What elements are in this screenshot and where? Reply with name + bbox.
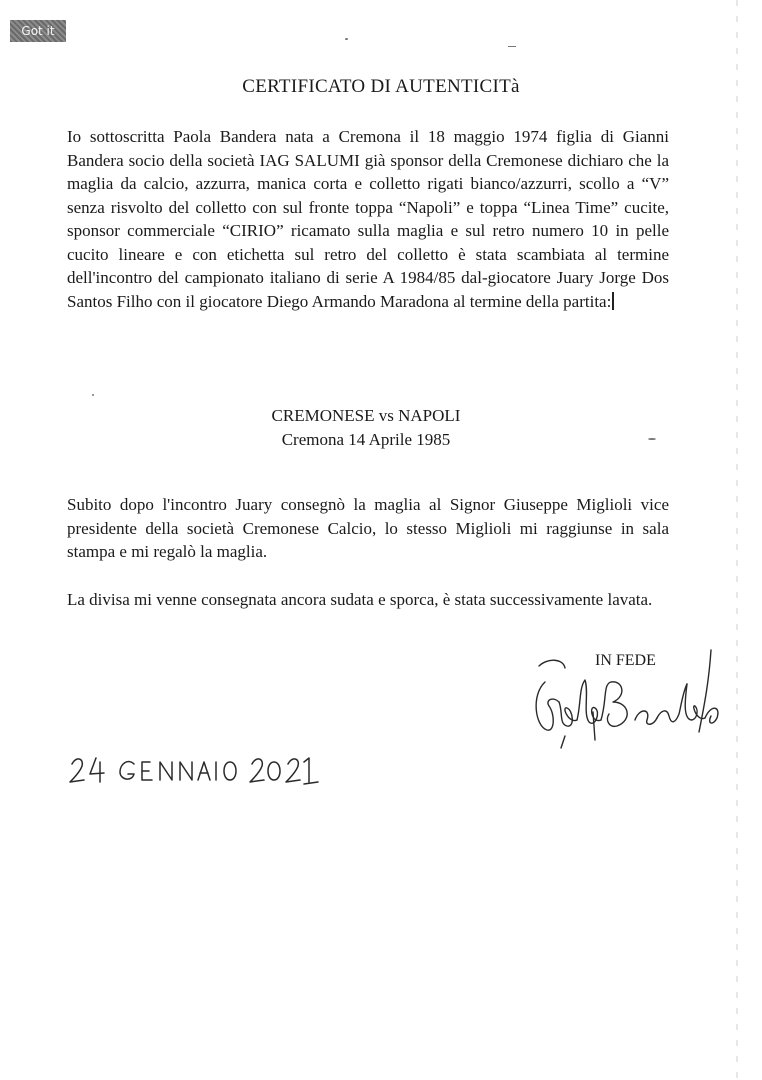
- condition-paragraph: La divisa mi venne consegnata ancora sudata e sporca, è stata successivamente lavata.: [67, 590, 653, 609]
- got-it-button[interactable]: Got it: [10, 20, 66, 42]
- handwritten-date-image: [62, 748, 322, 788]
- in-fede-closing: IN FEDE: [595, 652, 656, 669]
- declaration-paragraph: [67, 125, 669, 313]
- certificate-title: CERTIFICATO DI AUTENTICITà: [242, 76, 520, 97]
- handover-paragraph: Subito dopo l'incontro Juary consegnò la maglia al Signor Giuseppe Miglioli vice presidente della società Cremonese Calcio, lo stesso Miglioli mi raggiunse in sala stampa e mi regalò la maglia.: [67, 495, 669, 561]
- signature-image: [525, 640, 730, 750]
- scan-speck: [508, 46, 516, 47]
- scan-speck: [648, 438, 656, 440]
- declaration-text: Io sottoscritta Paola Bandera nata a Cremona il 18 maggio 1974 figlia di Gianni Bandera socio della società IAG SALUMI già sponsor della Cremonese dichiaro che la maglia da calcio, azzurra, manica corta e colletto rigati bianco/azzurri, scollo a “V” senza risvolto del colletto con sul fronte toppa “Napoli” e toppa “Linea Time” cucite, sponsor commerciale “CIRIO” ricamato sulla maglia e sul retro numero 10 in pelle cucito lineare e con etichetta sul retro del colletto è stata scambiata al termine dell'incontro del campionato italiano di serie A 1984/85 dal-giocatore Juary Jorge Dos Santos Filho con il giocatore Diego Armando Maradona al termine della partita:: [67, 127, 669, 311]
- scan-speck: [345, 38, 348, 40]
- match-title: CREMONESE vs NAPOLI: [271, 406, 461, 425]
- text-cursor: [612, 292, 614, 310]
- scan-edge-line: [736, 0, 738, 1080]
- scan-speck: [92, 394, 94, 396]
- match-date-place: Cremona 14 Aprile 1985: [281, 430, 451, 449]
